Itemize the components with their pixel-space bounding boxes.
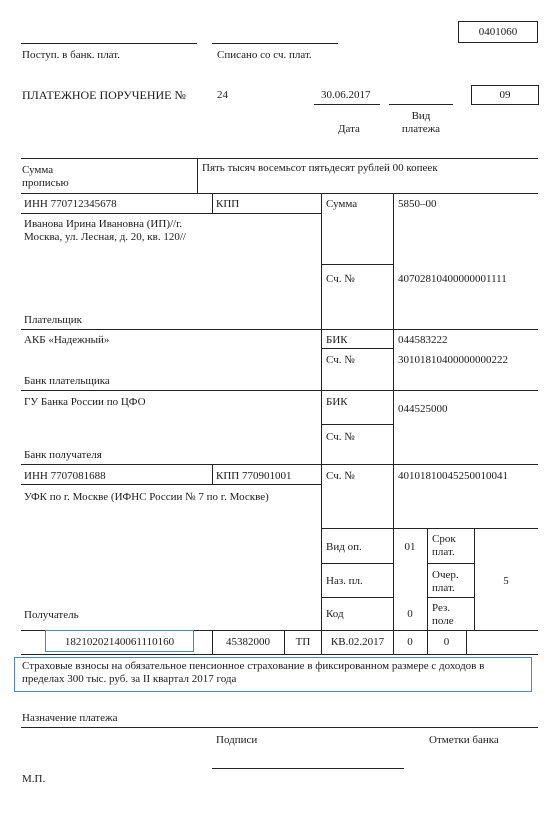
payee-bank-name: ГУ Банка России по ЦФО — [24, 396, 146, 408]
grid-line — [212, 464, 213, 484]
amount-words-value: Пять тысяч восемьсот пятьдесят рублей 00 копеек — [202, 162, 438, 174]
grid-line — [321, 329, 322, 464]
payer-bank-bik-label: БИК — [326, 334, 348, 346]
payee-account: 40101810045250010041 — [398, 470, 508, 482]
order-title: ПЛАТЕЖНОЕ ПОРУЧЕНИЕ № — [22, 88, 186, 102]
order-label: Очер. — [432, 569, 459, 581]
signature-line — [212, 768, 404, 769]
payer-name: Иванова Ирина Ивановна (ИП)//г. — [24, 218, 183, 230]
payer-sum-label: Сумма — [326, 198, 358, 210]
reserve-label: Рез. — [432, 602, 451, 614]
payee-bank-bik: 044525000 — [398, 403, 448, 415]
payer-bank-account: 30101810400000000222 — [398, 354, 508, 366]
payer-bank-account-label: Сч. № — [326, 354, 355, 366]
kbk: 18210202140061110160 — [64, 636, 175, 648]
payee-kpp: КПП 770901001 — [216, 470, 292, 482]
payer-kpp: КПП — [216, 198, 240, 210]
tax-basis: ТП — [295, 636, 311, 648]
payer-bank-name: АКБ «Надежный» — [24, 334, 110, 346]
payer-status: 09 — [499, 89, 511, 101]
grid-line — [21, 464, 538, 465]
received-line — [21, 43, 197, 44]
grid-line — [321, 597, 393, 598]
grid-line — [21, 193, 538, 194]
date-line — [314, 104, 380, 105]
debited-label: Списано со сч. плат. — [217, 49, 312, 61]
payer-account-label: Сч. № — [326, 273, 355, 285]
grid-line — [21, 654, 538, 655]
grid-line — [321, 528, 538, 529]
reserve-label-2: поле — [432, 615, 454, 627]
purpose-text-2: пределах 300 тыс. руб. за II квартал 2017 года — [22, 673, 237, 685]
code-label: Код — [326, 608, 344, 620]
stamp-label: М.П. — [22, 773, 46, 785]
grid-line — [21, 329, 538, 330]
order-date: 30.06.2017 — [321, 89, 371, 101]
term-label-2: плат. — [432, 546, 455, 558]
grid-line — [21, 727, 538, 728]
grid-line — [393, 193, 394, 654]
payee-bank-account-label: Сч. № — [326, 431, 355, 443]
payer-label: Плательщик — [24, 314, 82, 326]
grid-line — [321, 264, 393, 265]
payee-inn: ИНН 7707081688 — [24, 470, 106, 482]
term-label: Срок — [432, 533, 456, 545]
payer-name-2: Москва, ул. Лесная, д. 20, кв. 120// — [24, 231, 186, 243]
payee-bank-bik-label: БИК — [326, 396, 348, 408]
bank-marks-label: Отметки банка — [429, 734, 499, 746]
tax-period: КВ.02.2017 — [330, 636, 385, 648]
purpose-label: Назначение платежа — [22, 712, 118, 724]
order-number: 24 — [217, 89, 228, 101]
payee-name: УФК по г. Москве (ИФНС России № 7 по г. Москве) — [24, 491, 269, 503]
form-code: 0401060 — [478, 26, 518, 38]
payer-sum: 5850–00 — [398, 198, 437, 210]
payment-type-label-2: платежа — [401, 123, 441, 135]
grid-line — [466, 630, 467, 654]
payer-account: 40702810400000001111 — [398, 273, 507, 285]
grid-line — [212, 193, 213, 213]
purpose-text: Страховые взносы на обязательное пенсионное страхование в фиксированном размере с доходов в — [22, 660, 485, 672]
code: 0 — [407, 608, 413, 620]
grid-line — [21, 213, 321, 214]
grid-line — [321, 464, 322, 654]
amount-words-label-2: прописью — [22, 177, 69, 189]
payee-label: Получатель — [24, 609, 79, 621]
signatures-label: Подписи — [216, 734, 258, 746]
op-type: 01 — [404, 541, 416, 553]
received-label: Поступ. в банк. плат. — [22, 49, 121, 61]
order-label-2: плат. — [432, 582, 455, 594]
payment-order: 5 — [503, 575, 509, 587]
payee-account-label: Сч. № — [326, 470, 355, 482]
tax-doc-number: 0 — [407, 636, 413, 648]
debited-line — [212, 43, 338, 44]
tax-doc-date: 0 — [443, 636, 450, 648]
op-type-label: Вид оп. — [326, 541, 362, 553]
amount-words-label: Сумма — [22, 164, 54, 176]
payee-bank-label: Банк получателя — [24, 449, 102, 461]
date-label: Дата — [338, 123, 360, 135]
payer-inn: ИНН 770712345678 — [24, 198, 117, 210]
grid-line — [321, 193, 322, 329]
grid-line — [21, 484, 321, 485]
payer-bank-bik: 044583222 — [398, 334, 448, 346]
payment-type-line — [389, 104, 453, 105]
grid-line — [21, 390, 538, 391]
grid-line — [427, 563, 474, 564]
purpose-code-label: Наз. пл. — [326, 575, 363, 587]
grid-line — [21, 158, 538, 159]
grid-line — [321, 348, 393, 349]
payment-type-label: Вид — [411, 110, 431, 122]
grid-line — [321, 563, 393, 564]
payer-bank-label: Банк плательщика — [24, 375, 110, 387]
grid-line — [197, 158, 198, 193]
grid-line — [427, 597, 474, 598]
grid-line — [321, 424, 393, 425]
oktmo: 45382000 — [226, 636, 270, 648]
